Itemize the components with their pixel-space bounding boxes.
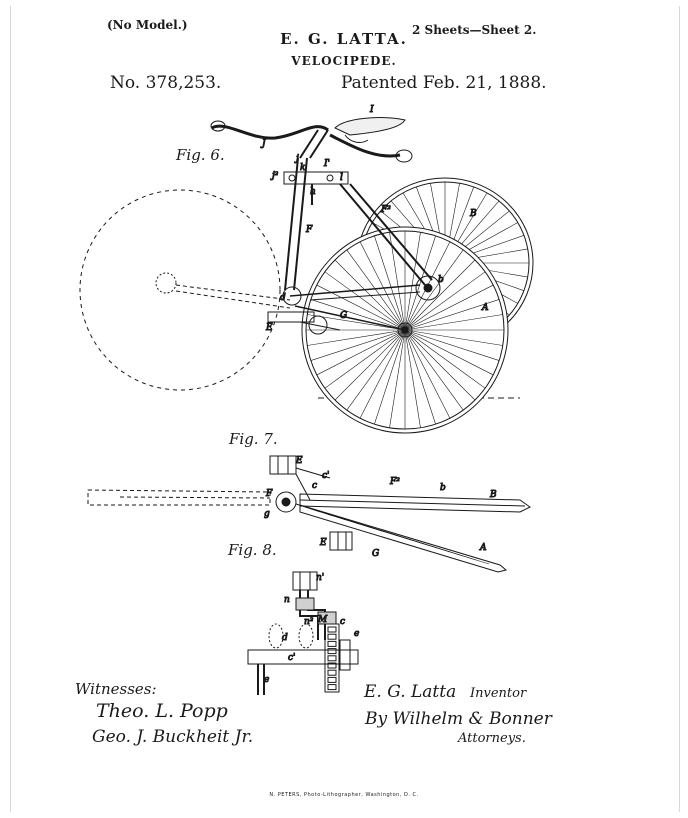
ref-F2-7: F²: [390, 477, 400, 487]
ref-E7: E: [296, 456, 303, 466]
ref-M: M: [318, 615, 328, 625]
ref-F2: F²: [381, 205, 391, 215]
ref-l: l: [340, 173, 343, 183]
spoke: [296, 504, 489, 564]
dotted-ring-right: [299, 624, 313, 648]
ref-e-8b: e: [264, 675, 270, 685]
inventor-signature: E. G. Latta: [364, 682, 457, 702]
ref-n: n: [284, 595, 290, 605]
ref-c1: c': [322, 471, 330, 481]
ref-c: c: [312, 481, 318, 491]
chain-link: [328, 685, 336, 690]
ref-j2: j²: [272, 171, 279, 181]
ref-c-8: c: [340, 617, 346, 627]
handlebar-left: [212, 126, 328, 138]
saddle-spring: [345, 135, 368, 142]
chain-link: [328, 670, 336, 675]
axle-bar: [248, 650, 358, 664]
ref-B: B: [470, 209, 477, 219]
printer-credit: N. PETERS, Photo-Lithographer, Washington, D. C.: [269, 792, 419, 798]
ref-j: j: [296, 154, 299, 164]
chain-link: [328, 634, 336, 639]
top-block: [293, 572, 317, 590]
figure-6-label: Fig. 6.: [176, 146, 225, 164]
witnesses-label: Witnesses:: [75, 680, 157, 698]
ref-I: I: [370, 105, 374, 115]
ref-E: E: [266, 323, 273, 333]
sheet-count: 2 Sheets—Sheet 2.: [412, 23, 537, 37]
attorney-role: Attorneys.: [458, 731, 526, 746]
ref-d: d: [280, 293, 286, 303]
handlebar-right: [330, 135, 400, 156]
saddle: [335, 118, 405, 135]
chain-link: [328, 649, 336, 654]
pedal-block-bottom: [330, 532, 352, 550]
inventor-role: Inventor: [470, 686, 527, 701]
ref-c1-8: c': [288, 653, 296, 663]
dotted-ring-left: [269, 624, 283, 648]
ref-J: J: [262, 139, 266, 149]
ref-k: k: [300, 163, 306, 173]
ref-G-7: G: [372, 549, 380, 559]
inventor-name: E. G. LATTA.: [280, 30, 408, 48]
ref-I1: I': [324, 159, 331, 169]
steering-post: [285, 130, 331, 290]
ref-d-8: d: [282, 633, 288, 643]
witness-1-signature: Theo. L. Popp: [96, 700, 228, 722]
ref-G: G: [340, 311, 348, 321]
ref-B-7: B: [490, 490, 497, 500]
figure-6-drawing: [80, 105, 533, 433]
ref-b: b: [438, 275, 444, 285]
chain-link: [328, 627, 336, 632]
pedal-block-top: [270, 456, 296, 474]
figure-8-drawing: [248, 572, 359, 695]
attorney-signature: By Wilhelm & Bonner: [365, 709, 552, 729]
figure-8-label: Fig. 8.: [228, 541, 277, 559]
ref-A: A: [482, 303, 489, 313]
ref-n1: n': [316, 573, 325, 583]
invention-title: VELOCIPEDE.: [291, 54, 397, 68]
upper-bracket: [284, 172, 348, 184]
chain-link: [328, 641, 336, 646]
figure-7-drawing: [88, 456, 530, 572]
chain-link: [328, 656, 336, 661]
ref-n2: n²: [304, 617, 314, 627]
witness-2-signature: Geo. J. Buckheit Jr.: [92, 727, 254, 747]
ref-e-8a: e: [354, 629, 360, 639]
dotted-wheel: [80, 190, 280, 390]
patent-date: Patented Feb. 21, 1888.: [341, 73, 547, 93]
ref-F7: F: [266, 489, 273, 499]
chain-link: [328, 677, 336, 682]
ref-b-7: b: [440, 483, 446, 493]
figure-7-label: Fig. 7.: [229, 430, 278, 448]
ref-h: h: [310, 187, 316, 197]
ref-F: F: [306, 225, 313, 235]
ref-g: g: [264, 509, 270, 519]
ref-E-7b: E: [320, 538, 327, 548]
patent-number: No. 378,253.: [110, 73, 222, 93]
ref-A-7: A: [480, 543, 487, 553]
model-note: (No Model.): [107, 18, 188, 32]
dotted-hub: [156, 273, 176, 293]
